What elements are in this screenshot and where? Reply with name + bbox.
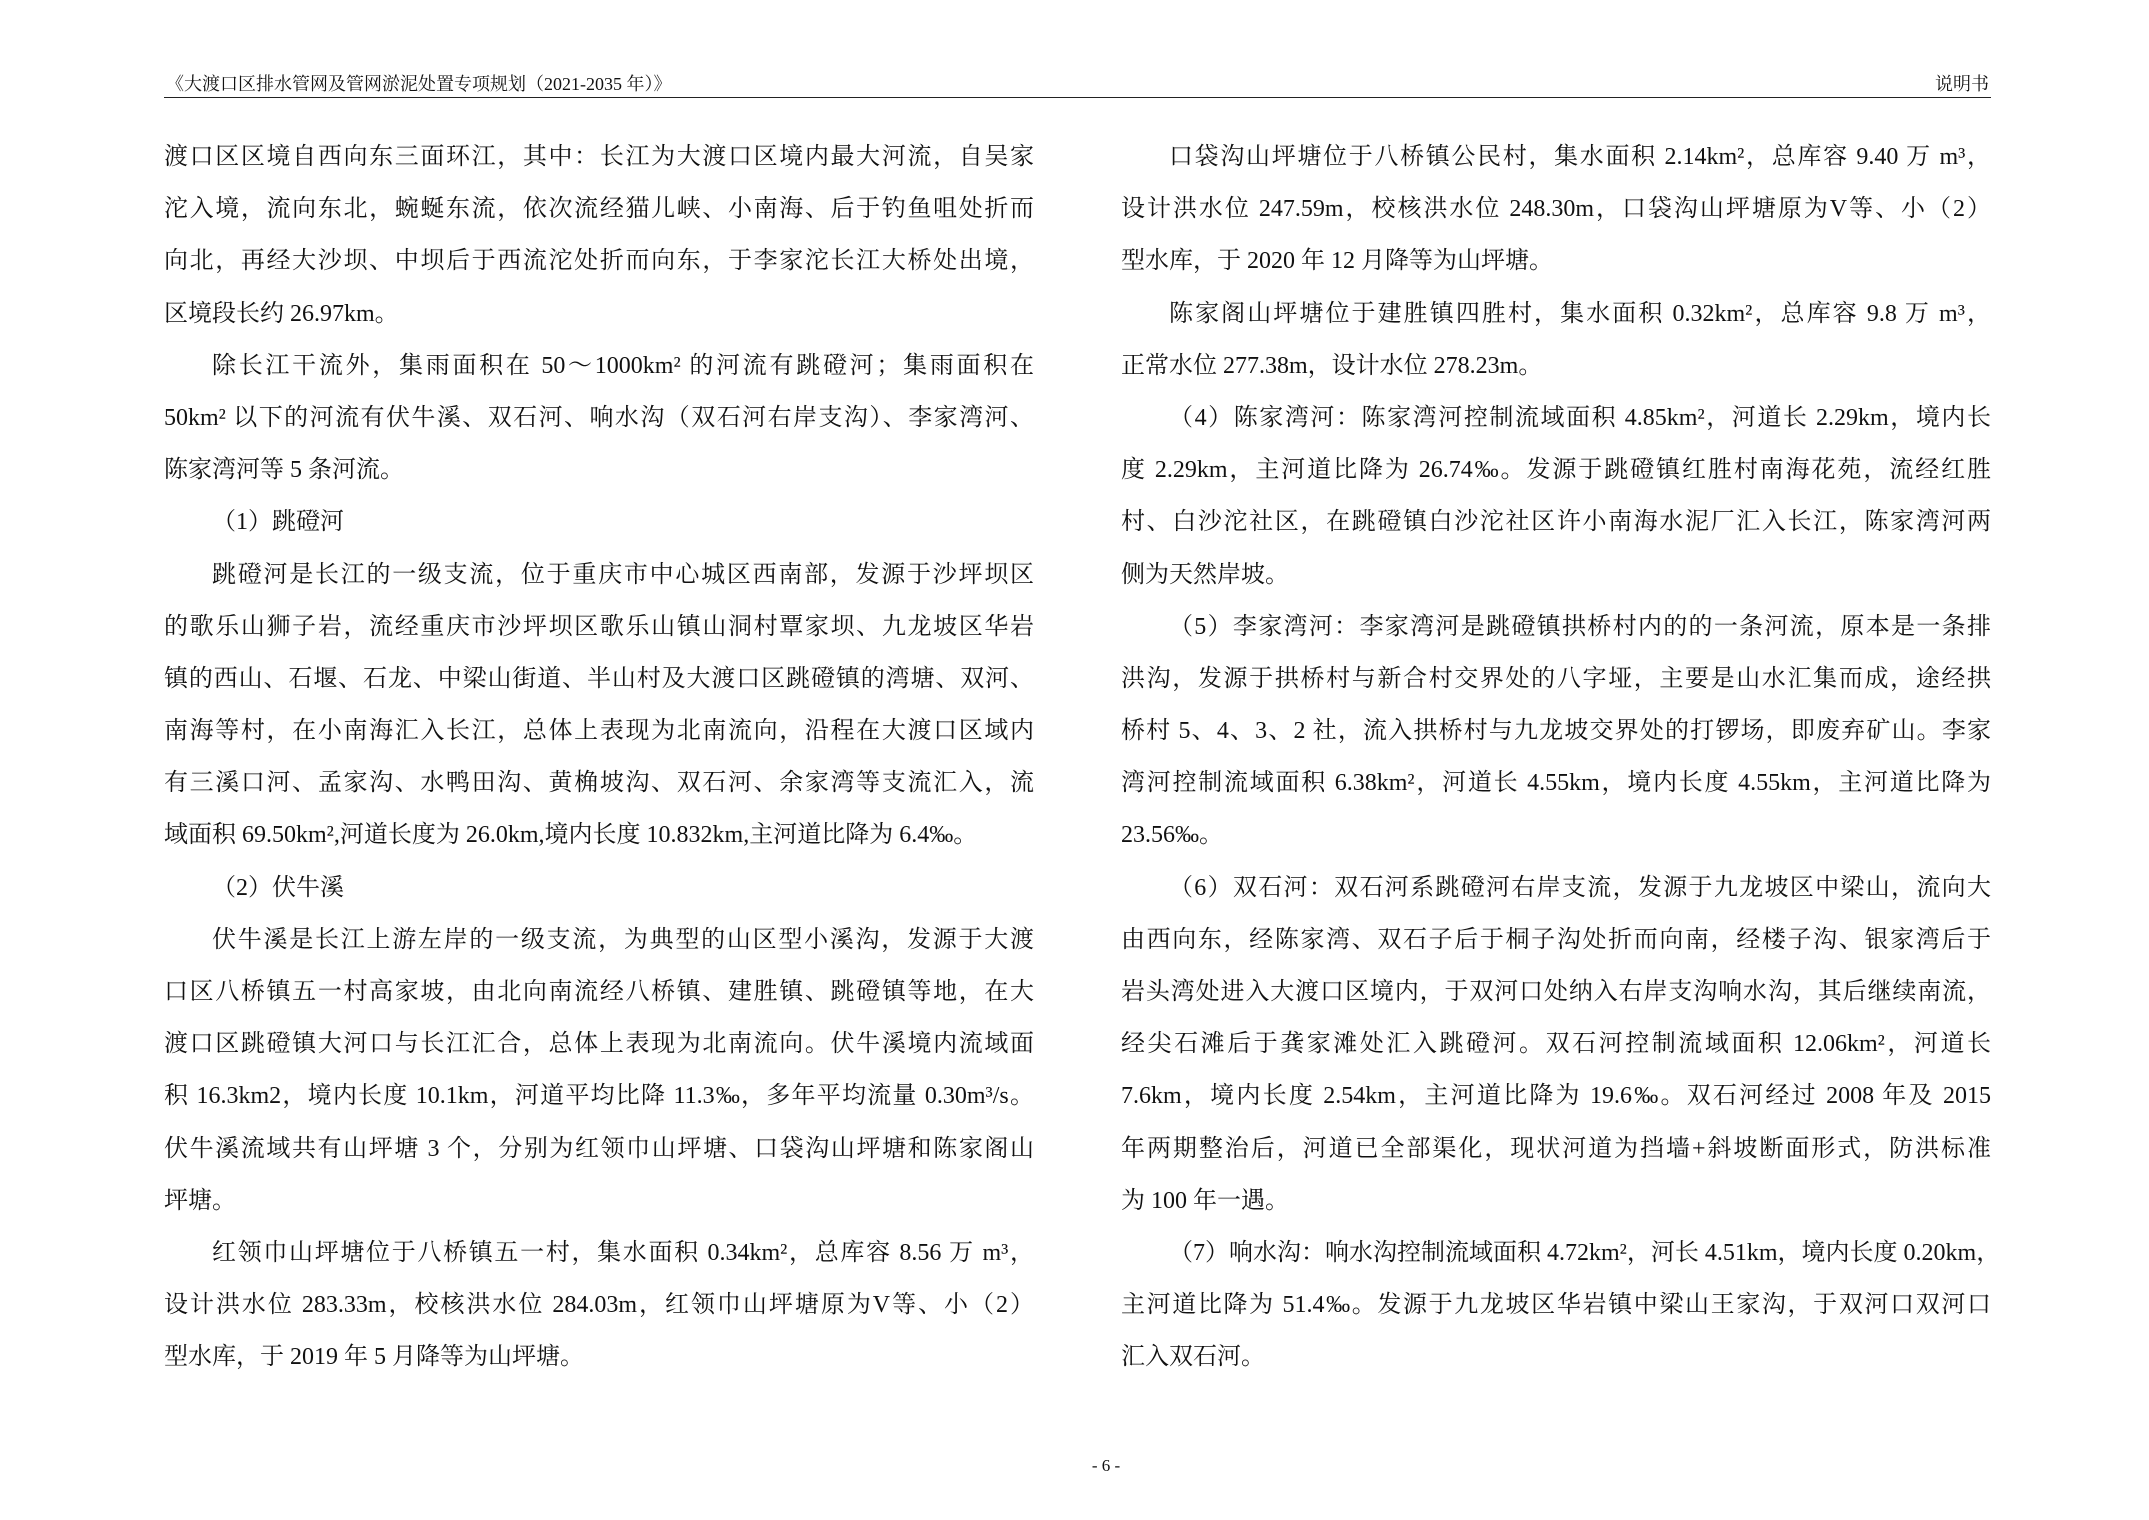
text-line: 除长江干流外，集雨面积在 50～1000km² 的河流有跳磴河；集雨面积在 <box>212 352 1034 379</box>
text-line: 洪沟，发源于拱桥村与新合村交界处的八字垭，主要是山水汇集而成，途经拱 <box>1121 665 1991 692</box>
text-line: 年两期整治后，河道已全部渠化，现状河道为挡墙+斜坡断面形式，防洪标准 <box>1121 1135 1991 1162</box>
paragraph <box>1121 288 1991 392</box>
text-line: 正常水位 277.38m，设计水位 278.23m。 <box>1121 352 1543 379</box>
text-line: 镇的西山、石堰、石龙、中梁山街道、半山村及大渡口区跳磴镇的湾塘、双河、 <box>164 665 1034 692</box>
left-text-column <box>164 131 1034 1384</box>
text-line: 的歌乐山狮子岩，流经重庆市沙坪坝区歌乐山镇山洞村覃家坝、九龙坡区华岩 <box>164 613 1034 640</box>
text-line: 坪塘。 <box>164 1187 236 1214</box>
text-line: 陈家湾河等 5 条河流。 <box>164 457 404 484</box>
header-divider <box>164 97 1991 98</box>
text-line: （6）双石河：双石河系跳磴河右岸支流，发源于九龙坡区中梁山，流向大 <box>1169 874 1991 901</box>
text-line: 口袋沟山坪塘位于八桥镇公民村，集水面积 2.14km²，总库容 9.40 万 m³， <box>1169 144 1991 170</box>
paragraph <box>1121 1227 2001 1384</box>
paragraph <box>1121 601 1991 862</box>
text-line: 汇入双石河。 <box>1121 1344 1265 1371</box>
text-line: 村、白沙沱社区，在跳磴镇白沙沱社区许小南海水泥厂汇入长江，陈家湾河两 <box>1121 509 1991 536</box>
text-line: 积 16.3km2，境内长度 10.1km，河道平均比降 11.3‰，多年平均流量 0.30m³/s。 <box>164 1083 1034 1110</box>
text-line: 度 2.29km，主河道比降为 26.74‰。发源于跳磴镇红胜村南海花苑，流经红胜 <box>1121 457 1991 484</box>
paragraph <box>164 914 1034 1227</box>
text-line: 23.56‰。 <box>1121 822 1223 849</box>
text-line: 伏牛溪流域共有山坪塘 3 个，分别为红领巾山坪塘、口袋沟山坪塘和陈家阁山 <box>164 1135 1034 1162</box>
text-line: （2）伏牛溪 <box>212 874 344 901</box>
text-line: 向北，再经大沙坝、中坝后于西流沱处折而向东，于李家沱长江大桥处出境， <box>164 248 1034 275</box>
text-line: 型水库，于 2020 年 12 月降等为山坪塘。 <box>1121 248 1553 275</box>
section-heading <box>164 496 1034 548</box>
text-line: （4）陈家湾河：陈家湾河控制流域面积 4.85km²，河道长 2.29km，境内长 <box>1169 404 1991 431</box>
text-line: 湾河控制流域面积 6.38km²，河道长 4.55km，境内长度 4.55km，主河道比降为 <box>1121 770 1991 797</box>
paragraph <box>1121 392 1991 601</box>
text-line: 桥村 5、4、3、2 社，流入拱桥村与九龙坡交界处的打锣场，即废弃矿山。李家 <box>1121 718 1991 745</box>
text-line: 南海等村，在小南海汇入长江，总体上表现为北南流向，沿程在大渡口区域内 <box>164 718 1034 745</box>
text-line: 跳磴河是长江的一级支流，位于重庆市中心城区西南部，发源于沙坪坝区 <box>212 561 1034 588</box>
text-line: 区境段长约 26.97km。 <box>164 300 399 327</box>
document-title: 《大渡口区排水管网及管网淤泥处置专项规划（2021-2035 年）》 <box>166 74 672 94</box>
text-line: 伏牛溪是长江上游左岸的一级支流，为典型的山区型小溪沟，发源于大渡 <box>212 926 1034 953</box>
text-line: （1）跳磴河 <box>212 509 344 536</box>
text-line: 侧为天然岸坡。 <box>1121 561 1289 588</box>
text-line: 7.6km，境内长度 2.54km，主河道比降为 19.6‰。双石河经过 2008 年及 2015 <box>1121 1083 1991 1110</box>
page-number: - 6 - <box>1091 1456 1121 1475</box>
paragraph <box>164 340 1034 497</box>
text-line: 设计洪水位 283.33m，校核洪水位 284.03m，红领巾山坪塘原为V等、小（2） <box>164 1292 1034 1319</box>
right-text-column <box>1121 131 2001 1384</box>
text-line: 岩头湾处进入大渡口区境内，于双河口处纳入右岸支沟响水沟，其后继续南流， <box>1121 979 1991 1005</box>
text-line: 域面积 69.50km²,河道长度为 26.0km,境内长度 10.832km,主河道比降为 6.4‰。 <box>164 822 978 849</box>
text-line: 渡口区区境自西向东三面环江，其中：长江为大渡口区境内最大河流，自吴家 <box>164 144 1034 170</box>
text-line: 主河道比降为 51.4‰。发源于九龙坡区华岩镇中梁山王家沟，于双河口双河口 <box>1121 1292 1991 1319</box>
text-line: 渡口区跳磴镇大河口与长江汇合，总体上表现为北南流向。伏牛溪境内流域面 <box>164 1031 1034 1058</box>
text-line: 口区八桥镇五一村高家坡，由北向南流经八桥镇、建胜镇、跳磴镇等地，在大 <box>164 979 1034 1005</box>
text-line: 有三溪口河、孟家沟、水鸭田沟、黄桷坡沟、双石河、余家湾等支流汇入，流 <box>164 770 1034 797</box>
text-line: 为 100 年一遇。 <box>1121 1187 1289 1214</box>
paragraph <box>164 1227 1034 1384</box>
text-line: 由西向东，经陈家湾、双石子后于桐子沟处折而向南，经楼子沟、银家湾后于 <box>1121 926 1991 953</box>
paragraph <box>164 131 1034 340</box>
section-label: 说明书 <box>1935 74 1989 94</box>
text-line: 经尖石滩后于龚家滩处汇入跳磴河。双石河控制流域面积 12.06km²，河道长 <box>1121 1031 1991 1058</box>
text-line: （7）响水沟：响水沟控制流域面积 4.72km²，河长 4.51km，境内长度 0.20km， <box>1169 1239 2001 1266</box>
paragraph <box>1121 131 1991 288</box>
text-line: 红领巾山坪塘位于八桥镇五一村，集水面积 0.34km²，总库容 8.56 万 m³， <box>212 1239 1034 1266</box>
text-line: 沱入境，流向东北，蜿蜒东流，依次流经猫儿峡、小南海、后于钓鱼咀处折而 <box>164 196 1034 223</box>
text-line: （5）李家湾河：李家湾河是跳磴镇拱桥村内的的一条河流，原本是一条排 <box>1169 613 1991 640</box>
paragraph <box>164 549 1034 862</box>
text-line: 50km² 以下的河流有伏牛溪、双石河、响水沟（双石河右岸支沟）、李家湾河、 <box>164 404 1034 431</box>
text-line: 型水库，于 2019 年 5 月降等为山坪塘。 <box>164 1344 584 1371</box>
text-line: 陈家阁山坪塘位于建胜镇四胜村，集水面积 0.32km²，总库容 9.8 万 m³， <box>1169 300 1991 327</box>
paragraph <box>1121 862 1991 1227</box>
section-heading <box>164 862 1034 914</box>
text-line: 设计洪水位 247.59m，校核洪水位 248.30m，口袋沟山坪塘原为V等、小（2） <box>1121 196 1991 223</box>
